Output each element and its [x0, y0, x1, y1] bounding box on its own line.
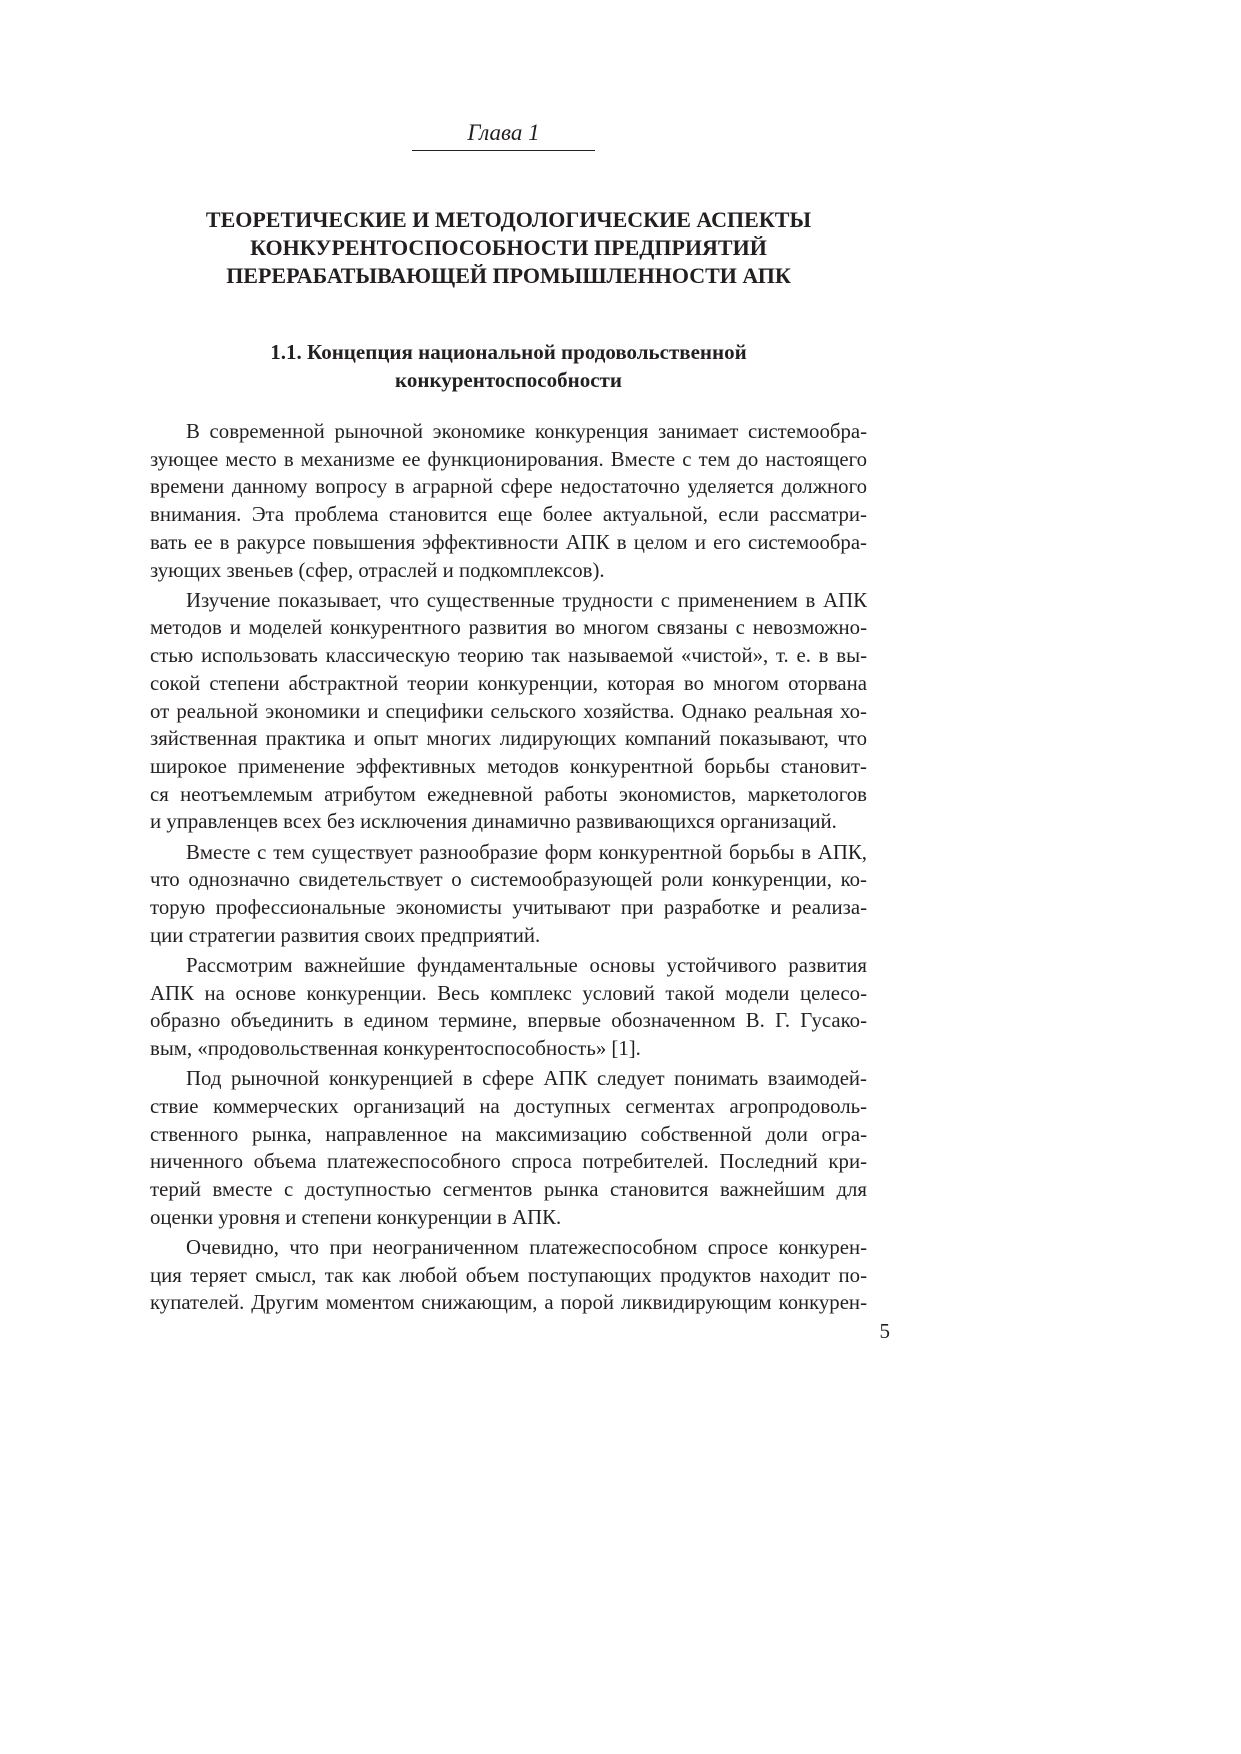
paragraph	[150, 1234, 867, 1317]
text-line: ниченного объема платежеспособного спроса потребителей. Последний кри-	[150, 1150, 867, 1174]
chapter-label: Глава 1	[412, 118, 595, 151]
body-text	[150, 418, 867, 1320]
section-title	[150, 338, 867, 394]
paragraph	[150, 587, 867, 836]
text-line: образно объединить в едином термине, впервые обозначенном В. Г. Гусако-	[150, 1009, 867, 1033]
text-line: АПК на основе конкуренции. Весь комплекс условий такой модели целесо-	[150, 981, 867, 1005]
text-line: ции стратегии развития своих предприятий.	[150, 923, 541, 947]
text-line: сокой степени абстрактной теории конкуренции, которая во многом оторвана	[150, 671, 867, 695]
text-line: зующих звеньев (сфер, отраслей и подкомплексов).	[150, 558, 605, 582]
text-line: терий вместе с доступностью сегментов рынка становится важнейшим для	[150, 1177, 867, 1201]
text-line: оценки уровня и степени конкуренции в АПК.	[150, 1205, 562, 1229]
text-line: ственного рынка, направленное на максимизацию собственной доли огра-	[150, 1122, 867, 1146]
page-number: 5	[879, 1319, 890, 1343]
text-line: Рассмотрим важнейшие фундаментальные основы устойчивого развития	[186, 953, 867, 977]
text-line: что однозначно свидетельствует о системообразующей роли конкуренции, ко-	[150, 868, 867, 892]
text-line: Изучение показывает, что существенные трудности с применением в АПК	[186, 588, 867, 612]
text-line: методов и моделей конкурентного развития во многом связаны с невозможно-	[150, 616, 867, 640]
chapter-title-line: ПЕРЕРАБАТЫВАЮЩЕЙ ПРОМЫШЛЕННОСТИ АПК	[226, 263, 791, 288]
text-line: ствие коммерческих организаций на доступных сегментах агропродоволь-	[150, 1094, 867, 1118]
paragraph	[150, 839, 867, 950]
paragraph	[150, 1065, 867, 1231]
text-line: В современной рыночной экономике конкуренция занимает системообра-	[186, 420, 867, 443]
text-line: ся неотъемлемым атрибутом ежедневной работы экономистов, маркетологов	[150, 782, 867, 806]
text-line: купателей. Другим моментом снижающим, а порой ликвидирующим конкурен-	[150, 1291, 867, 1315]
text-line: стью использовать классическую теорию так называемой «чистой», т. е. в вы-	[150, 644, 867, 668]
section-title-line: 1.1. Концепция национальной продовольственной	[270, 340, 747, 364]
text-line: Очевидно, что при неограниченном платежеспособном спросе конкурен-	[186, 1235, 867, 1259]
section-title-line: конкурентоспособности	[395, 368, 622, 392]
text-line: зующее место в механизме ее функционирования. Вместе с тем до настоящего	[150, 447, 867, 471]
text-line: ция теряет смысл, так как любой объем поступающих продуктов находит по-	[150, 1263, 867, 1287]
text-line: времени данному вопросу в аграрной сфере недостаточно уделяется должного	[150, 475, 867, 499]
text-line: Под рыночной конкуренцией в сфере АПК следует понимать взаимодей-	[186, 1067, 867, 1091]
text-line: и управленцев всех без исключения динамично развивающихся организаций.	[150, 810, 837, 834]
text-line: вать ее в ракурсе повышения эффективности АПК в целом и его системообра-	[150, 530, 867, 554]
text-line: торую профессиональные экономисты учитывают при разработке и реализа-	[150, 895, 867, 919]
chapter-title-line: ТЕОРЕТИЧЕСКИЕ И МЕТОДОЛОГИЧЕСКИЕ АСПЕКТЫ	[205, 207, 812, 232]
text-line: широкое применение эффективных методов конкурентной борьбы становит-	[150, 754, 867, 778]
text-line: зяйственная практика и опыт многих лидирующих компаний показывают, что	[150, 727, 867, 751]
paragraph	[150, 418, 867, 584]
text-line: вым, «продовольственная конкурентоспособность» [1].	[150, 1036, 641, 1060]
paragraph	[150, 952, 867, 1063]
text-line: Вместе с тем существует разнообразие форм конкурентной борьбы в АПК,	[186, 840, 867, 864]
text-line: от реальной экономики и специфики сельского хозяйства. Однако реальная хо-	[150, 699, 867, 723]
text-line: внимания. Эта проблема становится еще более актуальной, если рассматри-	[150, 503, 867, 527]
chapter-title-line: КОНКУРЕНТОСПОСОБНОСТИ ПРЕДПРИЯТИЙ	[250, 235, 767, 260]
chapter-title	[150, 206, 867, 290]
